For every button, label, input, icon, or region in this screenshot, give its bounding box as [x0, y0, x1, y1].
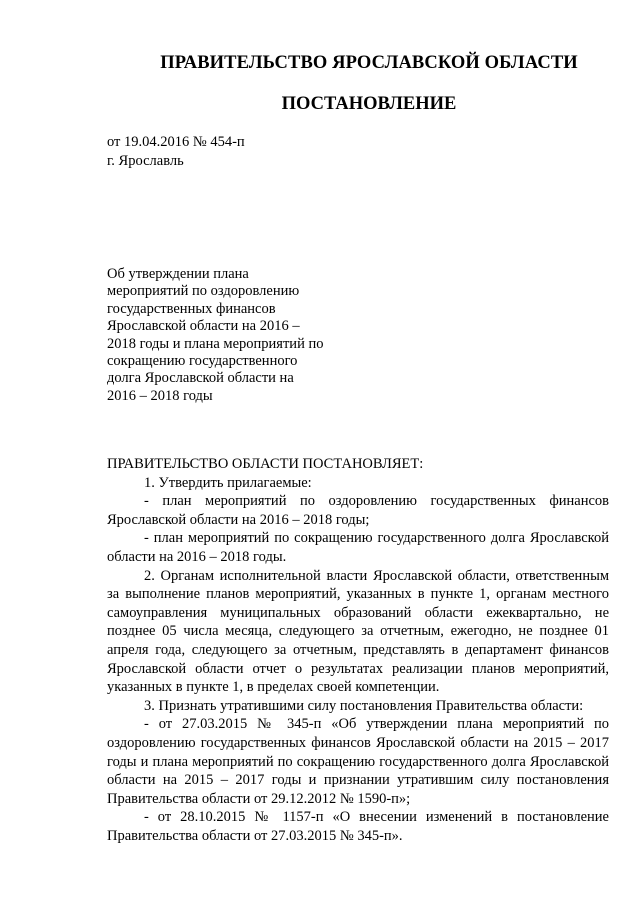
- paragraph-1-item-b: - план мероприятий по сокращению государственного долга Ярославской области на 2016 – 2018 годы.: [107, 530, 609, 565]
- paragraph-3-item-a: - от 27.03.2015 № 345-п «Об утверждении плана мероприятий по оздоровлению государственных финансов Ярославской области на 2015 – 2017 годы и плана мероприятий по сокращению государственного долга Ярославской области на 2015 – 2017 годы и признании утратившим силу постановления Правительства области от 29.12.2012 № 1590-п»;: [107, 716, 609, 807]
- document-meta: [107, 133, 245, 171]
- city: г. Ярославль: [107, 153, 184, 169]
- subject-line: 2016 – 2018 годы: [107, 387, 213, 404]
- document-subject: [107, 266, 367, 405]
- subject-line: долга Ярославской области на: [107, 370, 294, 387]
- subject-line: мероприятий по оздоровлению: [107, 283, 300, 300]
- paragraph-2: 2. Органам исполнительной власти Ярославской области, ответственным за выполнение планов мероприятий, указанных в пункте 1, органам местного самоуправления муниципальных образований области ежеквартально, не позднее 05 числа месяца, следующего за отчетным, ежегодно, не позднее 01 апреля года, следующего за отчетным, представлять в департамент финансов Ярославской области отчет о результатах реализации планов мероприятий, указанных в пункте 1, в пределах своей компетенции.: [107, 567, 609, 696]
- paragraph-3-item-b: - от 28.10.2015 № 1157-п «О внесении изменений в постановление Правительства области от 27.03.2015 № 345-п».: [107, 809, 609, 844]
- subject-line: 2018 годы и плана мероприятий по: [107, 335, 324, 352]
- paragraph-1: 1. Утвердить прилагаемые:: [144, 474, 312, 491]
- paragraph-1-item-a: - план мероприятий по оздоровлению государственных финансов Ярославской области на 2016 – 2018 годы;: [107, 493, 609, 528]
- resolution-lead: ПРАВИТЕЛЬСТВО ОБЛАСТИ ПОСТАНОВЛЯЕТ:: [107, 456, 424, 472]
- date-number: от 19.04.2016 № 454-п: [107, 134, 245, 150]
- subject-line: Об утверждении плана: [107, 266, 249, 282]
- subject-line: сокращению государственного: [107, 353, 298, 370]
- subject-line: государственных финансов: [107, 300, 276, 317]
- subject-line: Ярославской области на 2016 –: [107, 318, 300, 335]
- document-type-title: ПОСТАНОВЛЕНИЕ: [281, 94, 457, 114]
- document-body: [107, 455, 609, 845]
- government-title: ПРАВИТЕЛЬСТВО ЯРОСЛАВСКОЙ ОБЛАСТИ: [160, 53, 578, 73]
- paragraph-3: 3. Признать утратившими силу постановления Правительства области:: [144, 697, 584, 714]
